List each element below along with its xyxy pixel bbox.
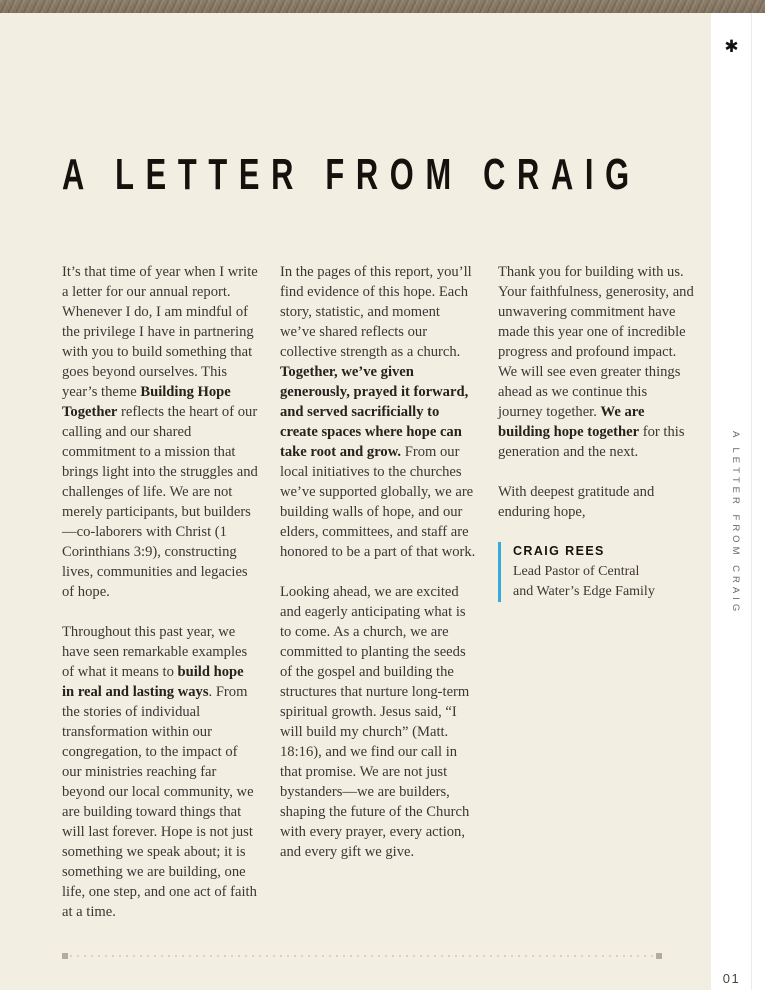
textured-top-bar — [0, 0, 765, 13]
rule-start-square — [62, 953, 68, 959]
letter-column-2 — [280, 262, 476, 942]
letter-column-3 — [498, 262, 694, 942]
letter-column-1 — [62, 262, 258, 942]
page-number: 01 — [722, 971, 741, 986]
paragraph: With deepest gratitude and enduring hope, — [498, 484, 655, 520]
page-title: A LETTER FROM CRAIG — [62, 150, 641, 199]
signature-text — [513, 542, 655, 602]
rule-end-square — [656, 953, 662, 959]
paragraph: Looking ahead, we are excited and eagerly anticipating what is to come. As a church, we are committed to planting the seeds of the gospel and building the structures that nurture long-term spiritual growth. Jesus said, “I will build my church” (Matt. 18:16), and we find our call in that promise. We are not just bystanders—we are builders, shaping the future of the Church with every prayer, every action, and every gift we give. — [280, 584, 470, 860]
signature-accent-bar — [498, 542, 501, 602]
signature-role-line1: Lead Pastor of Central — [513, 564, 640, 579]
signature-name: CRAIG REES — [513, 544, 605, 558]
footer-dotted-rule — [62, 953, 662, 959]
paragraph: Thank you for building with us. Your faithfulness, generosity, and unwavering commitment have made this year one of incredible progress and profound impact. We will see even greater things ahead as we continue this journey together. We are building hope together for this generation and the next. — [498, 264, 694, 460]
rule-dots — [70, 955, 654, 957]
sidebar-vertical-label: A LETTER FROM CRAIG — [729, 431, 741, 616]
paragraph: In the pages of this report, you’ll find evidence of this hope. Each story, statistic, and moment we’ve shared reflects our collective strength as a church. Together, we’ve given generously, prayed it forward, and served sacrificially to create spaces where hope can take root and grow. From our local initiatives to the churches we’ve supported globally, we are building walls of hope, and our elders, committees, and staff are honored to be a part of that work. — [280, 264, 476, 560]
paragraph: Throughout this past year, we have seen remarkable examples of what it means to build hope in real and lasting ways. From the stories of individual transformation within our congregation, to the impact of our ministries reaching far beyond our local community, we are building toward things that will last forever. Hope is not just something we speak about; it is something we are building, one life, one step, and one act of faith at a time. — [62, 624, 257, 920]
asterisk-icon: ✱ — [724, 37, 739, 57]
signature-role-line2: and Water’s Edge Family — [513, 584, 655, 599]
signature-block — [498, 542, 694, 602]
paragraph: It’s that time of year when I write a letter for our annual report. Whenever I do, I am mindful of the privilege I have in partnering with you to build something that goes beyond ourselves. This year’s theme Building Hope Together reflects the heart of our calling and our shared commitment to a mission that brings light into the struggles and challenges of life. We are not merely participants, but builders—co-laborers with Christ (1 Corinthians 3:9), constructing lives, communities and legacies of hope. — [62, 264, 258, 600]
sidebar-divider-line — [751, 13, 752, 990]
letter-body — [62, 262, 695, 942]
right-sidebar — [711, 13, 765, 990]
